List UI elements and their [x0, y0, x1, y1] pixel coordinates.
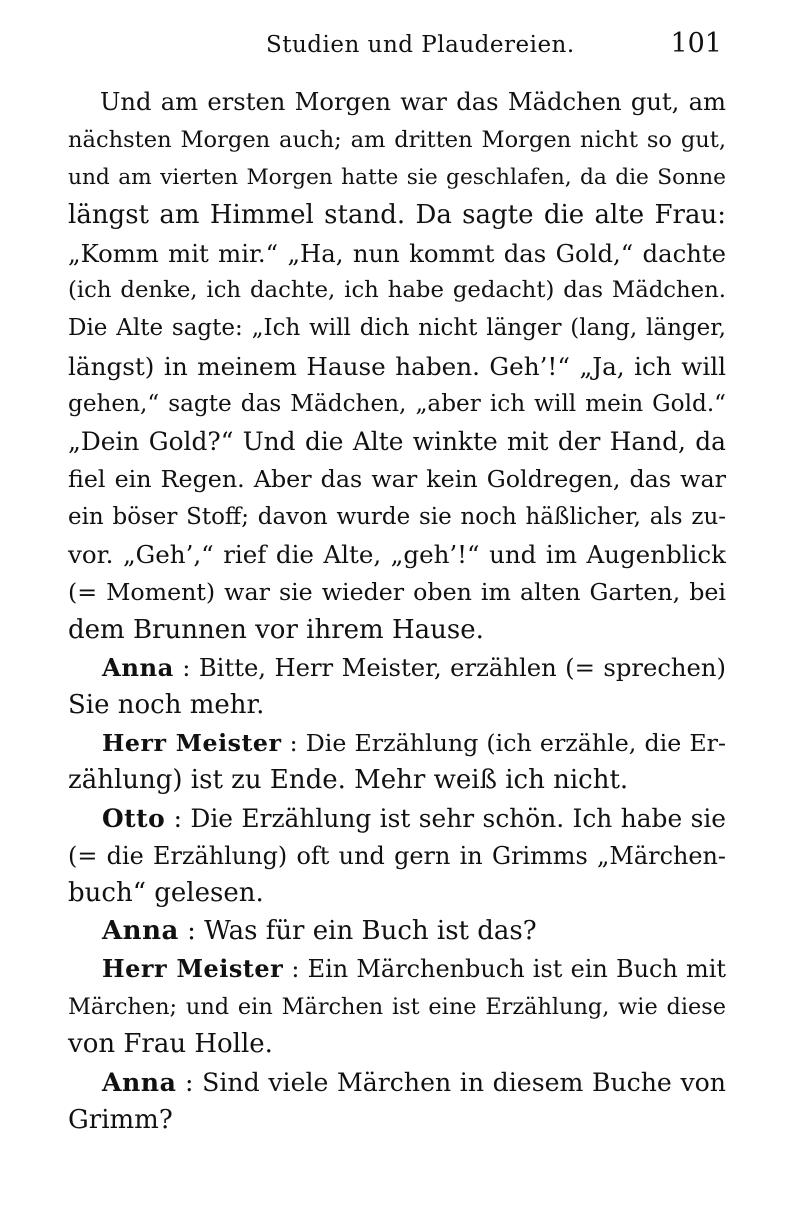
speaker-name: Herr Meister [102, 728, 282, 757]
text-line: ein böser Stoff; davon wurde sie noch häßlicher, als zu- [68, 503, 726, 530]
text-line: gehen,“ sagte das Mädchen, „aber ich will mein Gold.“ [68, 390, 726, 417]
dialogue-line: Herr Meister : Ein Märchenbuch ist ein Buch mit [102, 954, 727, 983]
running-title: Studien und Plaudereien. [266, 32, 575, 58]
text-line: (ich denke, ich dachte, ich habe gedacht) das Mädchen. [68, 277, 726, 304]
speaker-name: Anna [102, 916, 179, 947]
text-line: buch“ gelesen. [68, 878, 264, 909]
text-line: zählung) ist zu Ende. Mehr weiß ich nicht. [68, 765, 629, 796]
text-line: dem Brunnen vor ihrem Hause. [68, 614, 484, 645]
body-text [68, 84, 726, 1139]
text-line: Und am ersten Morgen war das Mädchen gut, am [100, 88, 726, 116]
text-line: längst) in meinem Hause haben. Geh’!“ „Ja, ich will [68, 351, 726, 381]
page-number: 101 [670, 28, 722, 59]
dialogue-line: Anna : Bitte, Herr Meister, erzählen (= sprechen) [102, 653, 727, 683]
text-line: Sie noch mehr. [68, 690, 265, 720]
dialogue-line: Anna : Was für ein Buch ist das? [102, 916, 537, 947]
text-line: fiel ein Regen. Aber das war kein Goldregen, das war [68, 464, 726, 493]
speaker-name: Anna [102, 1066, 177, 1097]
text-line: (= die Erzählung) oft und gern in Grimms „Märchen- [68, 841, 726, 870]
text-line: Grimm? [68, 1104, 173, 1135]
page-header [68, 28, 724, 64]
text-line: längst am Himmel stand. Da sagte die alte Frau: [68, 200, 726, 231]
speaker-name: Herr Meister [102, 954, 284, 983]
text-line: „Dein Gold?“ Und die Alte winkte mit der Hand, da [68, 427, 726, 457]
dialogue-line: Herr Meister : Die Erzählung (ich erzähle, die Er- [102, 728, 727, 757]
text-line: Märchen; und ein Märchen ist eine Erzählung, wie diese [68, 993, 726, 1020]
speaker-name: Anna [102, 653, 174, 683]
text-line: (= Moment) war sie wieder oben im alten Garten, bei [68, 577, 726, 606]
text-line: und am vierten Morgen hatte sie geschlafen, da die Sonne [68, 165, 726, 191]
text-line: Die Alte sagte: „Ich will dich nicht länger (lang, länger, [68, 315, 726, 342]
text-line: „Komm mit mir.“ „Ha, nun kommt das Gold,“ dachte [68, 238, 726, 268]
text-line: von Frau Holle. [68, 1029, 273, 1060]
speaker-name: Otto [102, 804, 166, 834]
dialogue-line: Otto : Die Erzählung ist sehr schön. Ich habe sie [102, 804, 726, 834]
dialogue-line: Anna : Sind viele Märchen in diesem Buche von [102, 1066, 726, 1097]
text-line: nächsten Morgen auch; am dritten Morgen nicht so gut, [68, 126, 726, 153]
text-line: vor. „Geh’,“ rief die Alte, „geh’!“ und im Augenblick [68, 540, 726, 570]
